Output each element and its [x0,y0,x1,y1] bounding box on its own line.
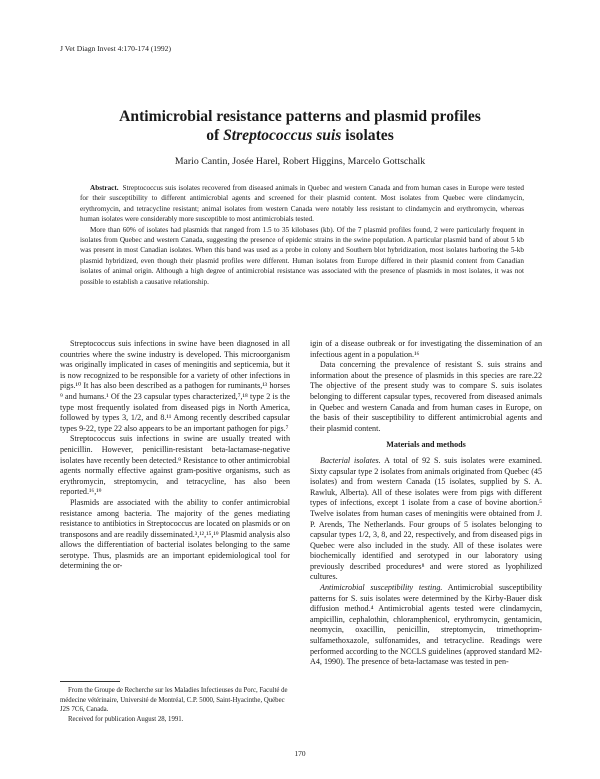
runin-heading: Antimicrobial susceptibility testing. [320,583,443,593]
paragraph-text: Antimicrobial susceptibility patterns for S. suis isolates were determined by the Kirby-Bauer disk diffusion method.⁴ Antimicrobial agents tested were clindamycin, ampicillin, cephalothin, chloramphenicol, erythromycin, gentamicin, neomycin, oxacillin, penicillin, streptomycin, trimethoprim-sulfamethoxazole, sulfonamides, and tetracycline. Readings were performed according to the NCCLS guidelines (approved standard M2-A4, 1990). The presence of beta-lactamase was tested in pen- [310,583,543,667]
body-paragraph: Streptococcus suis infections in swine are usually treated with penicillin. However, penicillin-resistant beta-lactamase-negative isolates have recently been detected.⁹ Resistance to other antimicrobial agents normally effective against gram-positive organisms, such as erythromycin, streptomycin, and tetracycline, has also been reported.¹⁶,¹⁹ [60,434,290,497]
body-paragraph: Streptococcus suis infections in swine have been diagnosed in all countries where the swine industry is developed. This microorganism was originally implicated in cases of meningitis and septicemia, but it is now recognized to be responsible for a variety of other infections in pigs.¹⁰ It has also been described as a pathogen for ruminants,¹³ horses ⁹ and humans.¹ Of the 23 capsular types characterized,⁷,¹⁸ type 2 is the type most frequently isolated from diseased pigs in North America, followed by types 3, 1/2, and 8.¹¹ Among recently described capsular types 9-22, type 22 also appears to be an important pathogen for pigs.⁷ [60,339,290,433]
author-list: Mario Cantin, Josée Harel, Robert Higgins, Marcelo Gottschalk [174,156,426,167]
body-column-left [60,339,290,572]
title-line-2 [0,126,600,145]
title-species: Streptococcus suis [223,127,342,144]
title-prefix: of [206,127,224,144]
runin-heading: Bacterial isolates. [320,455,381,465]
body-paragraph: Plasmids are associated with the ability to confer antimicrobial resistance among bacteria. The majority of the genes mediating resistance to antibiotics in Streptococcus are located on plasmids or on transposons and are readily disseminated.³,¹²,¹⁵,¹⁹ Plasmid analysis also allows the differentiation of bacterial isolates belonging to the same serotype. Thus, plasmids are an important epidemiological tool for determining the or- [60,497,290,571]
article-title [0,107,600,145]
section-heading: Materials and methods [386,440,466,450]
footnote [60,686,290,724]
footnote-divider [60,681,120,682]
body-paragraph: Data concerning the prevalence of resistant S. suis strains and information about the presence of plasmids in this species are rare.22 The objective of the present study was to compare S. suis isolates belonging to different capsular types, recovered from diseased animals in Quebec and western Canada and from human cases in Europe, on the basis of their susceptibility to different antimicrobial agents and their plasmid content. [310,360,542,433]
paragraph-text: A total of 92 S. suis isolates were examined. Sixty capsular type 2 isolates from animals originated from Quebec (45 isolates) and from western Canada (15 isolates, supplied by S. A. Rawluk, Alberta). All of these isolates were from pigs with different types of infections, except 1 isolate from a case of bovine abortion.⁵ Twelve isolates from human cases of meningitis were obtained from J. P. Arends, The Netherlands. Four groups of 5 isolates belonging to capsular types 1/2, 3, 8, and 22, respectively, and from diseased pigs in Quebec were also included in the study. All of these isolates were biochemically identified and serotyped in our laboratory using previously described procedures⁸ and were stored as lyophilized cultures. [310,455,542,582]
title-line-1: Antimicrobial resistance patterns and plasmid profiles [119,108,481,125]
journal-reference: J Vet Diagn Invest 4:170-174 (1992) [60,44,172,53]
abstract [80,183,524,287]
page-number: 170 [294,749,306,758]
body-paragraph [310,456,542,583]
abstract-paragraph-2: More than 60% of isolates had plasmids that ranged from 1.5 to 35 kilobases (kb). Of the 7 plasmid profiles found, 2 were particularly frequent in isolates from Quebec and western Canada, suggesting the presence of epidemic strains in the swine population. A particular plasmid band of about 5 kb was present in most Canadian isolates. When this band was used as a probe in colony and Southern blot hybridization, most isolates harboring the 5-kb plasmid hybridized, even though their plasmid profiles were different. Human isolates from Europe differed in their plasmid content from Canadian isolates of animal origin. Although a high degree of antimicrobial resistance was associated with the presence of plasmids in most isolates, it was not possible to establish a causative relationship. [80,225,524,286]
body-paragraph: igin of a disease outbreak or for investigating the dissemination of an infectious agent in a population.¹⁶ [310,339,542,359]
abstract-paragraph-1 [80,183,524,225]
body-paragraph [310,583,542,668]
footnote-affiliation: From the Groupe de Recherche sur les Maladies Infectieuses du Porc, Faculté de médecine vétérinaire, Université de Montréal, C.P. 5000, Saint-Hyacinthe, Québec J2S 7C6, Canada. [60,687,288,714]
abstract-label: Abstract. [90,184,119,192]
title-suffix: isolates [341,127,394,144]
footnote-received: Received for publication August 28, 1991. [68,715,184,723]
body-column-right [310,339,542,668]
abstract-text-1: Streptococcus suis isolates recovered from diseased animals in Quebec and western Canada and from human cases in Europe were tested for their susceptibility to different antimicrobial agents and screened for their plasmid content. Most isolates from Quebec were clindamycin, erythromycin, and tetracycline resistant; animal isolates from western Canada were notably less resistant to clindamycin and erythromycin, whereas human isolates were considerably more susceptible to most antimicrobials tested. [80,184,524,224]
